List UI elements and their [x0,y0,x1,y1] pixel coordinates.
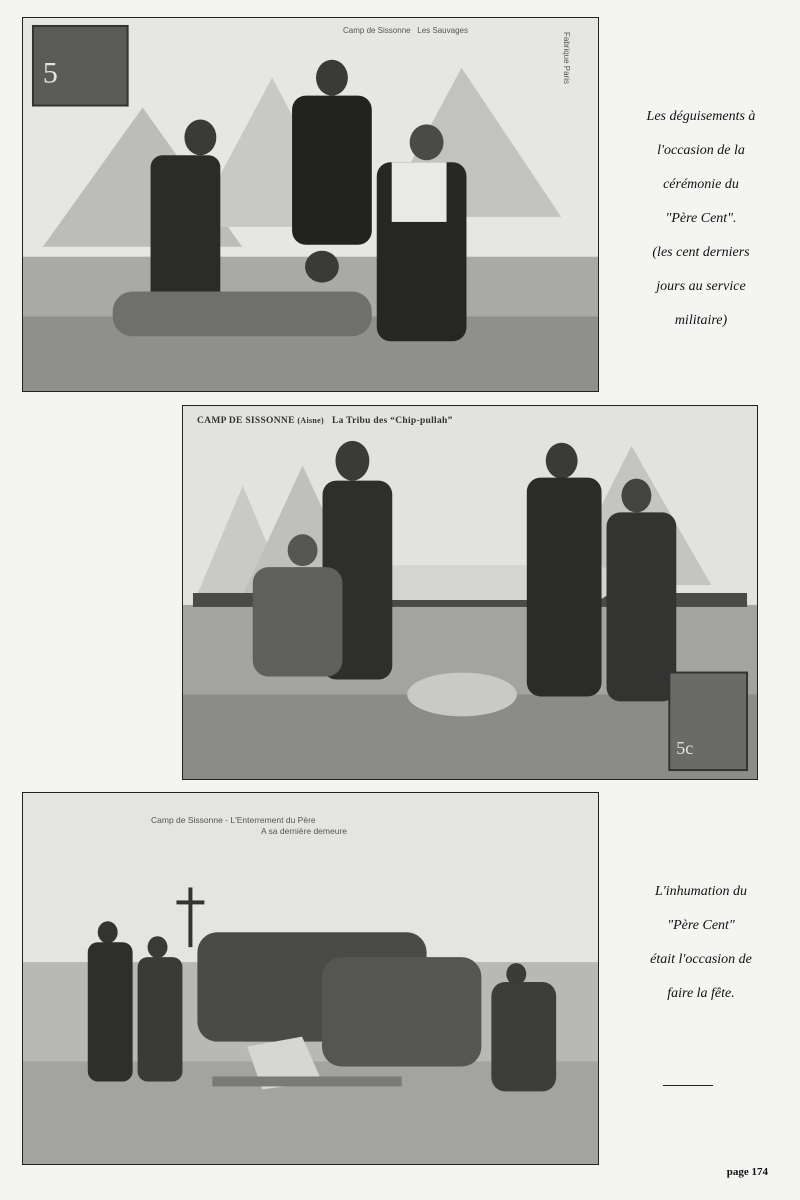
photo-postcard-sauvages [22,17,599,392]
side-caption-line: était l'occasion de [650,952,752,967]
horizontal-rule [663,1085,713,1086]
side-caption-line: (les cent derniers [652,245,750,260]
photo-postcard-enterrement [22,792,599,1165]
side-caption-line: L'inhumation du [654,884,748,899]
photo-tribu-caption: CAMP DE SISSONNE (Aisne) La Tribu des “Chip-pullah” [197,416,453,426]
page-number: page 174 [726,1166,768,1178]
photo-enterrement-image [23,793,598,1164]
side-caption-line: l'occasion de la [657,143,745,158]
side-caption-line: Les déguisements à [646,109,756,124]
photo-sauvages-caption: Camp de Sissonne Les Sauvages [343,26,468,35]
side-caption-line: cérémonie du [663,177,739,192]
svg-text:5: 5 [42,56,58,90]
photo-enterrement-caption-line2: A sa dernière demeure [261,826,347,836]
photo-sauvages-image [23,18,598,391]
photo-sauvages-edge-text: Fabrique Paris [562,32,571,85]
side-caption-line: militaire) [674,313,728,328]
photo-enterrement-caption: Camp de Sissonne - L'Enterrement du Père [151,815,316,825]
stamp-value: 5c [676,738,694,759]
photo-postcard-tribu [182,405,758,780]
side-caption-inhumation [606,875,796,1011]
side-caption-line: faire la fête. [667,986,735,1001]
side-caption-line: "Père Cent" [667,918,735,933]
side-caption-line: jours au service [656,279,746,294]
side-caption-deguisements [606,100,796,338]
photo-tribu-image [183,406,757,779]
side-caption-line: "Père Cent". [665,211,737,226]
